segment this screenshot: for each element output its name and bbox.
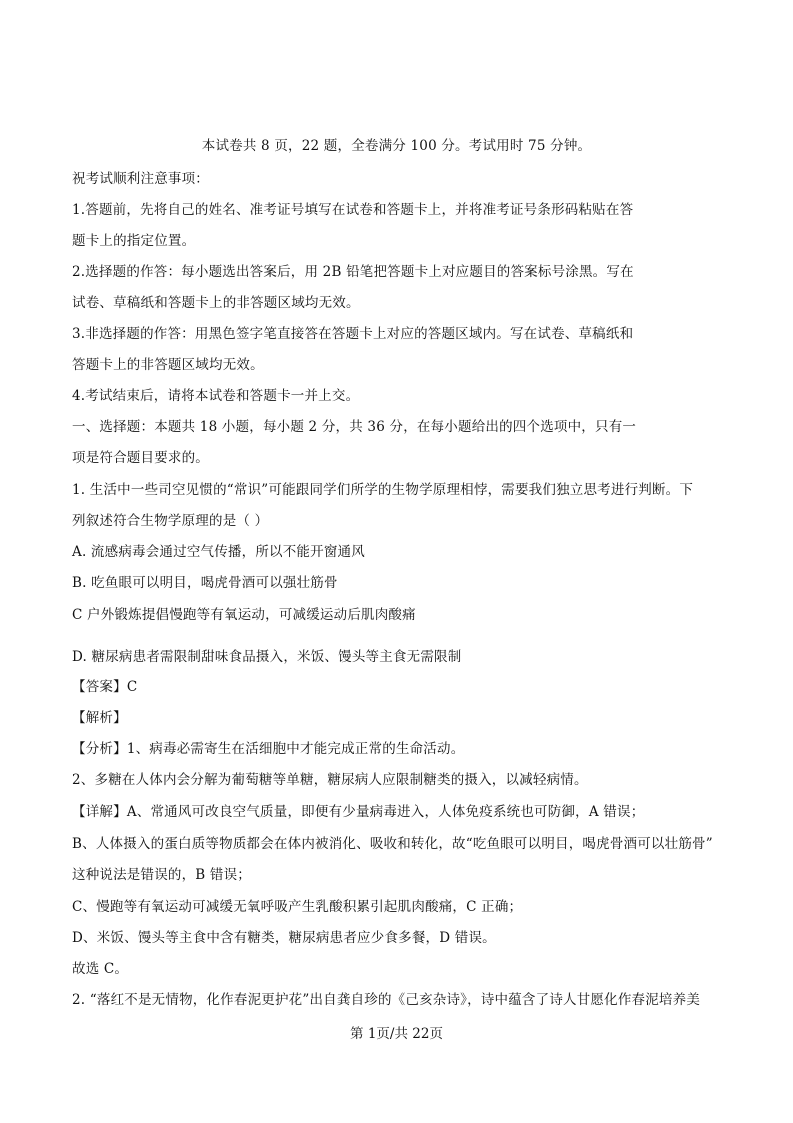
detail-line-b-2: 这种说法是错误的，B 错误； [72, 867, 252, 883]
detail-line-c: C、慢跑等有氧运动可减缓无氧呼吸产生乳酸积累引起肌肉酸痛，C 正确； [72, 899, 523, 915]
question-1-option-c: C 户外锻炼提倡慢跑等有氧运动，可减缓运动后肌肉酸痛 [72, 607, 416, 623]
page-number: 第 1页/共 22页 [350, 1026, 443, 1042]
notice-title: 祝考试顺利注意事项： [72, 171, 209, 187]
section-heading-line-2: 项是符合题目要求的。 [72, 450, 209, 466]
detail-line-a [72, 802, 644, 822]
answer-value: C [126, 679, 138, 695]
fenxi-line-1 [72, 739, 464, 759]
notice-item-2-line-1: 2.选择题的作答：每小题选出答案后，用 2B 铅笔把答题卡上对应题目的答案标号涂黑。写在 [72, 264, 634, 280]
question-1-option-b: B. 吃鱼眼可以明目，喝虎骨酒可以强壮筋骨 [72, 575, 338, 591]
fenxi-line-2: 2、多糖在人体内会分解为葡萄糖等单糖，糖尿病人应限制糖类的摄入，以减轻病情。 [72, 772, 588, 788]
answer-line [72, 677, 137, 697]
question-1-stem-line-2: 列叙述符合生物学原理的是（ ） [72, 513, 269, 529]
fenxi-text: 1、病毒必需寄生在活细胞中才能完成正常的生命活动。 [126, 741, 465, 757]
notice-item-3-line-1: 3.非选择题的作答：用黑色签字笔直接答在答题卡上对应的答题区域内。写在试卷、草稿纸和 [72, 326, 634, 342]
section-heading-line-1: 一、选择题：本题共 18 小题，每小题 2 分，共 36 分，在每小题给出的四个选项中，只有一 [72, 419, 637, 435]
notice-item-3-line-2: 答题卡上的非答题区域均无效。 [72, 357, 264, 373]
question-1-option-d: D. 糖尿病患者需限制甜味食品摄入，米饭、馒头等主食无需限制 [72, 649, 462, 665]
question-1-stem-line-1: 1. 生活中一些司空见惯的“常识”可能跟同学们所学的生物学原理相悖，需要我们独立思考进行判断。下 [72, 482, 694, 498]
notice-item-2-line-2: 试卷、草稿纸和答题卡上的非答题区域均无效。 [72, 295, 360, 311]
detail-a-text: A、常通风可改良空气质量，即便有少量病毒进入，人体免疫系统也可防御，A 错误； [126, 804, 645, 820]
notice-item-1-line-2: 题卡上的指定位置。 [72, 233, 196, 249]
fenxi-label: 【分析】 [72, 741, 127, 757]
notice-item-4: 4.考试结束后，请将本试卷和答题卡一并上交。 [72, 388, 360, 404]
detail-line-b-1: B、人体摄入的蛋白质等物质都会在体内被消化、吸收和转化，故“吃鱼眼可以明目，喝虎骨酒可以壮筋骨” [72, 836, 713, 852]
detail-label: 【详解】 [72, 804, 127, 820]
question-1-option-a: A. 流感病毒会通过空气传播，所以不能开窗通风 [72, 544, 365, 560]
answer-label: 【答案】 [72, 679, 127, 695]
exam-info-line: 本试卷共 8 页，22 题，全卷满分 100 分。考试用时 75 分钟。 [201, 138, 592, 154]
conclusion-line: 故选 C。 [72, 961, 129, 977]
question-2-stem-line-1: 2. “落红不是无情物，化作春泥更护花”出自龚自珍的《己亥杂诗》，诗中蕴含了诗人甘愿化作春泥培养美 [72, 992, 701, 1008]
notice-item-1-line-1: 1.答题前，先将自己的姓名、准考证号填写在试卷和答题卡上，并将准考证号条形码粘贴在答 [72, 202, 634, 218]
analysis-label: 【解析】 [72, 710, 127, 726]
detail-line-d: D、米饭、馒头等主食中含有糖类，糖尿病患者应少食多餐，D 错误。 [72, 930, 496, 946]
